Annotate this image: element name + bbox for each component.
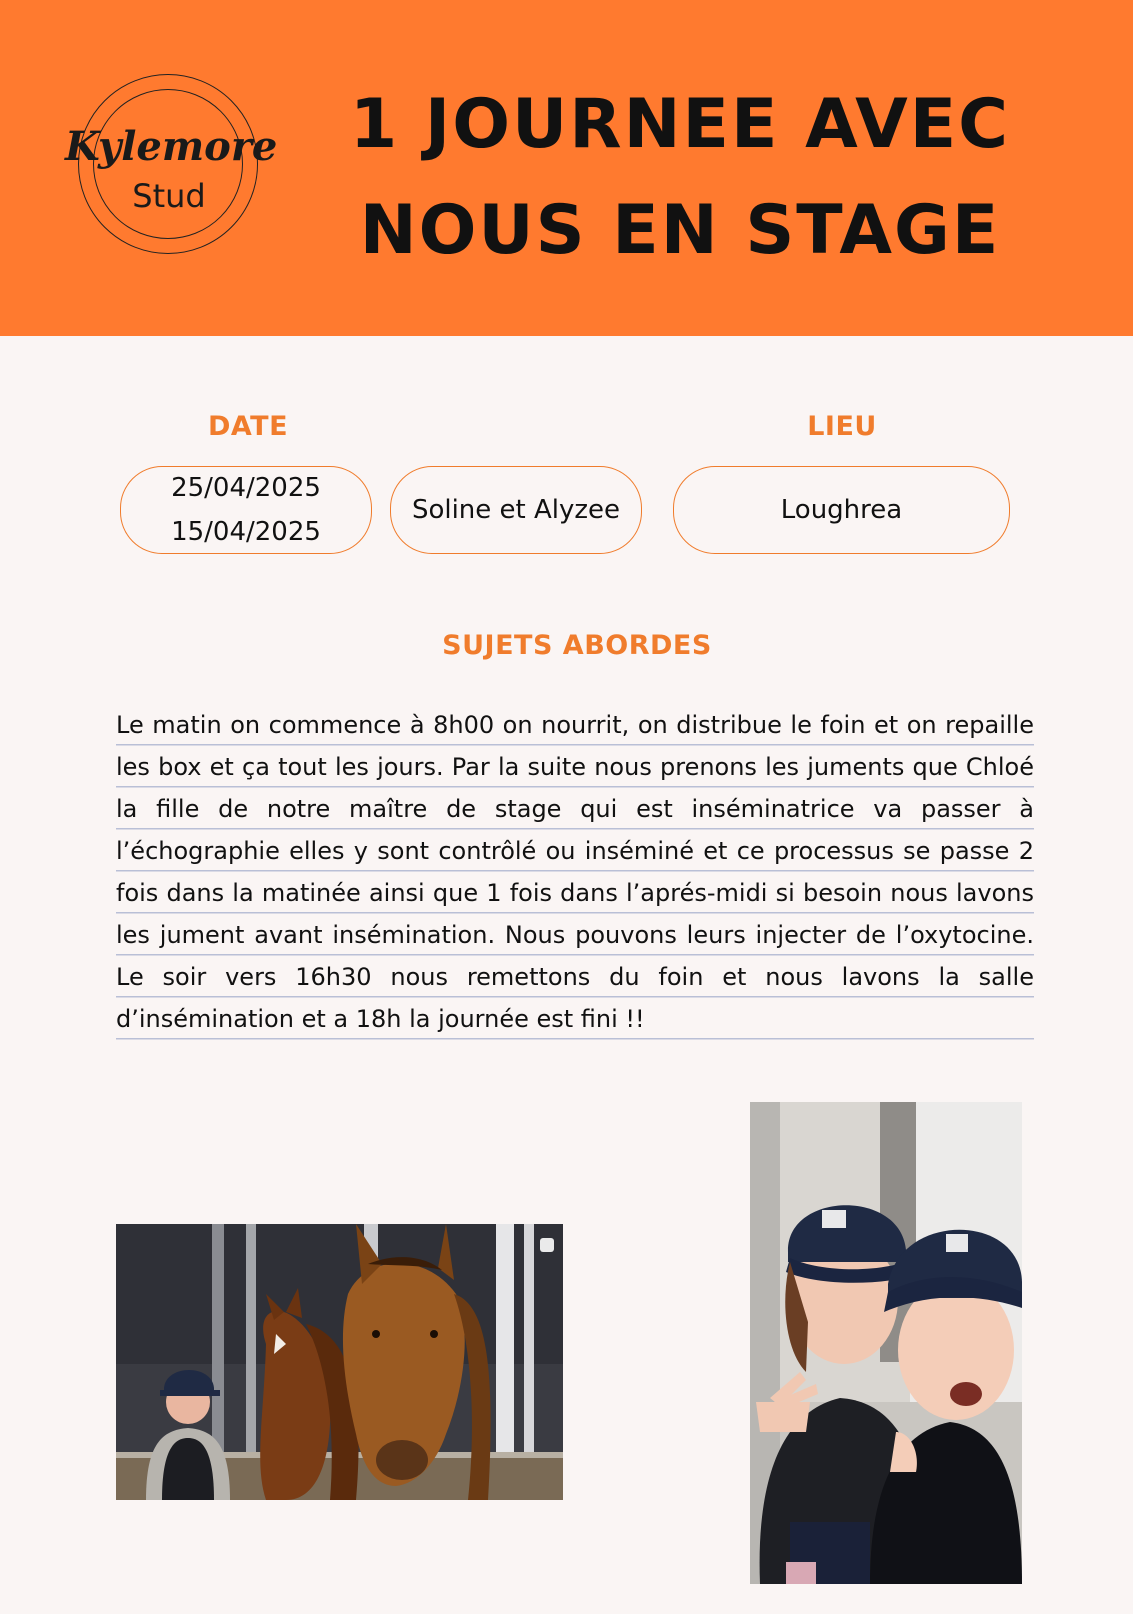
selfie-photo — [750, 1102, 1022, 1584]
header-banner — [0, 0, 1133, 336]
kylemore-stud-logo — [65, 74, 278, 254]
page-title — [310, 72, 1050, 284]
date-value-2: 15/04/2025 — [171, 517, 321, 547]
names-pill — [390, 466, 642, 554]
date-value-1: 25/04/2025 — [171, 473, 321, 503]
horses-stable-photo — [116, 1224, 563, 1500]
date-pill — [120, 466, 372, 554]
title-line-2: NOUS EN STAGE — [359, 191, 1001, 270]
sujets-paragraph: Le matin on commence à 8h00 on nourrit, on distribue le foin et on repaille les box et ça tout les jours. Par la suite nous prenons les juments que Chloé la fille de notre maître de stage qui est inséminatrice va passer à l’échographie elles y sont contrôlé ou inséminé et ce processus se passe 2 fois dans la matinée ainsi que 1 fois dans l’aprés-midi si besoin nous lavons les jument avant insémination. Nous pouvons leurs injecter de l’oxytocine. Le soir vers 16h30 nous remettons du foin et nous lavons la salle d’insémination et a 18h la journée est fini !! — [116, 704, 1034, 1042]
date-label: DATE — [207, 411, 289, 442]
lieu-pill — [673, 466, 1010, 554]
names-value: Soline et Alyzee — [411, 495, 621, 525]
title-line-1: 1 JOURNEE AVEC — [349, 85, 1011, 164]
lieu-value: Loughrea — [780, 495, 903, 525]
logo-sub: Stud — [132, 177, 206, 215]
lieu-label: LIEU — [807, 411, 877, 442]
logo-name: Kylemore — [65, 123, 278, 170]
sujets-label: SUJETS ABORDES — [442, 630, 712, 661]
